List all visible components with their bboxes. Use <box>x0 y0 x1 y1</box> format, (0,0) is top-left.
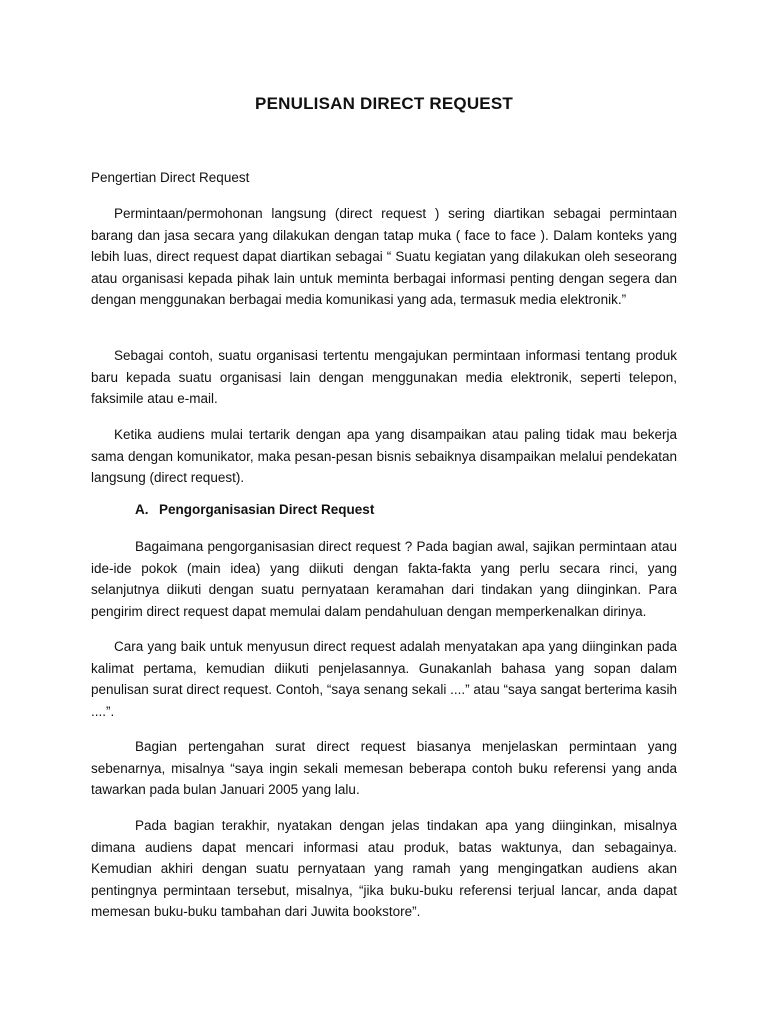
section-heading: Pengertian Direct Request <box>91 170 250 185</box>
document-title: PENULISAN DIRECT REQUEST <box>255 94 513 113</box>
paragraph-approach: Ketika audiens mulai tertarik dengan apa yang disampaikan atau paling tidak mau bekerja sama dengan komunikator, maka pesan-pesan bisnis sebaiknya disampaikan melalui pendekatan langsung (direct request). <box>91 427 677 485</box>
paragraph-example: Sebagai contoh, suatu organisasi tertentu mengajukan permintaan informasi tentang produk baru kepada suatu organisasi lain dengan menggunakan media elektronik, seperti telepon, faksimile atau e-mail. <box>91 348 677 406</box>
subsection-heading <box>135 502 374 517</box>
subsection-marker: A. <box>135 502 149 517</box>
subsection-title: Pengorganisasian Direct Request <box>159 502 375 517</box>
paragraph-structure: Cara yang baik untuk menyusun direct request adalah menyatakan apa yang diinginkan pada kalimat pertama, kemudian diikuti penjelasannya. Gunakanlah bahasa yang sopan dalam penulisan surat direct request. Contoh, “saya senang sekali ....” atau “saya sangat berterima kasih ....”. <box>91 639 677 719</box>
paragraph-definition: Permintaan/permohonan langsung (direct request ) sering diartikan sebagai permintaan barang dan jasa secara yang dilakukan dengan tatap muka ( face to face ). Dalam konteks yang lebih luas, direct request dapat diartikan sebagai “ Suatu kegiatan yang dilakukan oleh seseorang atau organisasi kepada pihak lain untuk meminta berbagai informasi penting dengan segera dan dengan menggunakan berbagai media komunikasi yang ada, termasuk media elektronik.” <box>91 206 677 307</box>
paragraph-middle: Bagian pertengahan surat direct request biasanya menjelaskan permintaan yang sebenarnya, misalnya “saya ingin sekali memesan beberapa contoh buku referensi yang anda tawarkan pada bulan Januari 2005 yang lalu. <box>91 739 677 797</box>
paragraph-organization: Bagaimana pengorganisasian direct request ? Pada bagian awal, sajikan permintaan atau ide-ide pokok (main idea) yang diikuti dengan fakta-fakta yang perlu secara rinci, yang selanjutnya diikuti dengan suatu pernyataan keramahan dari tindakan yang diinginkan. Para pengirim direct request dapat memulai dalam pendahuluan dengan memperkenalkan dirinya. <box>91 539 677 619</box>
paragraph-closing: Pada bagian terakhir, nyatakan dengan jelas tindakan apa yang diinginkan, misalnya dimana audiens dapat mencari informasi atau produk, batas waktunya, dan sebagainya. Kemudian akhiri dengan suatu pernyataan yang ramah yang mengingatkan audiens akan pentingnya permintaan tersebut, misalnya, “jika buku-buku referensi terjual lancar, anda dapat memesan buku-buku tambahan dari Juwita bookstore”. <box>91 818 677 919</box>
